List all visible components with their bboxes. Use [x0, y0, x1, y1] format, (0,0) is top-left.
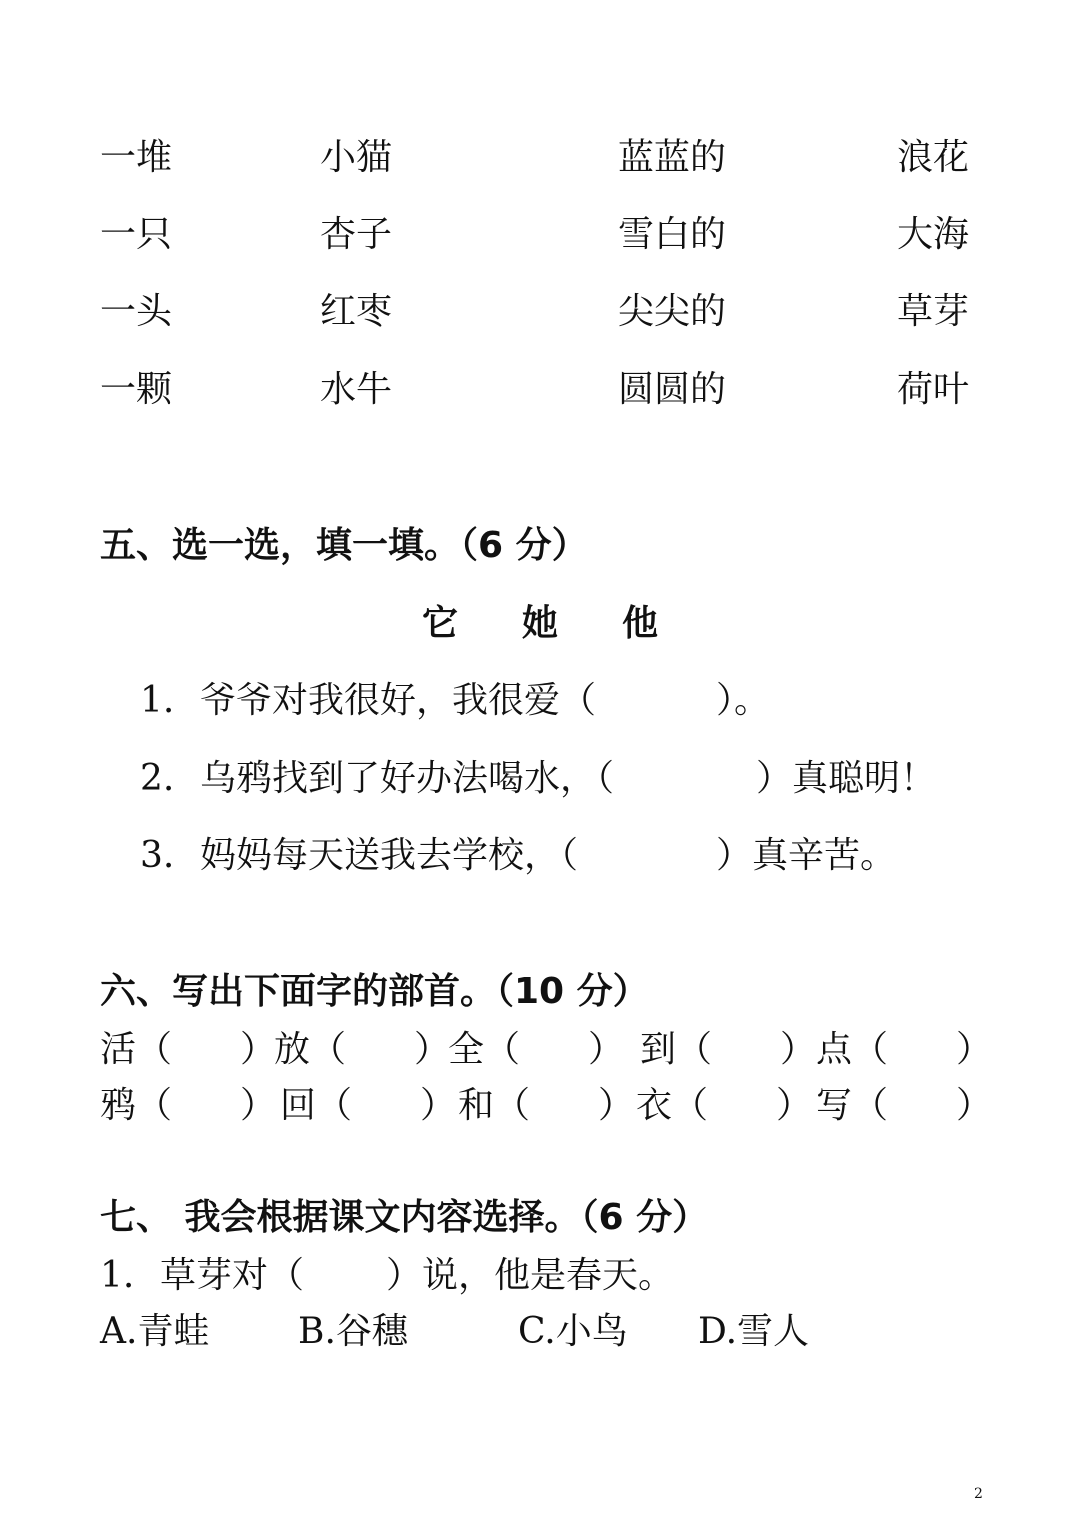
match-cell: 杏子 — [320, 214, 393, 255]
close-paren: ） — [780, 1029, 817, 1070]
radical-char: 活 — [100, 1029, 137, 1070]
question-number: 3. — [140, 835, 175, 876]
option-a: A.青蛙 — [100, 1311, 210, 1352]
question-number: 1. — [100, 1255, 135, 1296]
close-paren: ） — [414, 1029, 451, 1070]
match-cell: 一只 — [100, 214, 173, 255]
open-paren: （ — [310, 1029, 347, 1070]
match-cell: 圆圆的 — [618, 369, 727, 410]
open-paren: （ — [672, 1085, 709, 1126]
radical-char: 和 — [458, 1085, 495, 1126]
close-paren: ） — [776, 1085, 813, 1126]
choice-word: 他 — [622, 603, 659, 644]
radical-char: 到 — [640, 1029, 677, 1070]
question-text-end: ）真聪明！ — [756, 758, 937, 799]
open-paren: （ — [136, 1085, 173, 1126]
option-d: D.雪人 — [698, 1311, 810, 1352]
section5-title: 五、选一选，填一填。（6 分） — [100, 525, 588, 566]
question-text: 妈妈每天送我去学校，（ — [200, 835, 579, 876]
question-text-end: ）真辛苦。 — [716, 835, 897, 876]
match-cell: 小猫 — [320, 137, 393, 178]
open-paren: （ — [136, 1029, 173, 1070]
open-paren: （ — [852, 1029, 889, 1070]
question-number: 2. — [140, 758, 175, 799]
radical-char: 点 — [816, 1029, 853, 1070]
radical-char: 写 — [816, 1085, 853, 1126]
choice-word: 它 — [422, 603, 459, 644]
close-paren: ） — [240, 1085, 277, 1126]
close-paren: ） — [956, 1029, 993, 1070]
close-paren: ） — [588, 1029, 625, 1070]
radical-char: 全 — [448, 1029, 485, 1070]
radical-char: 回 — [280, 1085, 317, 1126]
radical-char: 放 — [274, 1029, 311, 1070]
match-cell: 雪白的 — [618, 214, 727, 255]
question-number: 1. — [140, 680, 175, 721]
match-cell: 蓝蓝的 — [618, 137, 727, 178]
close-paren: ） — [598, 1085, 635, 1126]
match-cell: 一头 — [100, 291, 173, 332]
question-text: 爷爷对我很好，我很爱（ — [200, 680, 597, 721]
option-c: C.小鸟 — [518, 1311, 628, 1352]
open-paren: （ — [852, 1085, 889, 1126]
option-b: B.谷穗 — [298, 1311, 408, 1352]
close-paren: ） — [240, 1029, 277, 1070]
match-cell: 水牛 — [320, 369, 393, 410]
open-paren: （ — [494, 1085, 531, 1126]
question-text-end: ）。 — [716, 680, 771, 721]
page-number: 2 — [974, 1486, 983, 1502]
close-paren: ） — [956, 1085, 993, 1126]
match-cell: 荷叶 — [897, 369, 970, 410]
section7-title: 七、 我会根据课文内容选择。（6 分） — [100, 1197, 709, 1238]
radical-char: 鸦 — [100, 1085, 137, 1126]
choice-word: 她 — [522, 603, 559, 644]
open-paren: （ — [316, 1085, 353, 1126]
match-cell: 一颗 — [100, 369, 173, 410]
match-cell: 红枣 — [320, 291, 393, 332]
open-paren: （ — [484, 1029, 521, 1070]
match-cell: 草芽 — [897, 291, 970, 332]
question-text-end: ）说，他是春天。 — [386, 1255, 675, 1296]
open-paren: （ — [676, 1029, 713, 1070]
match-cell: 大海 — [897, 214, 970, 255]
radical-char: 衣 — [636, 1085, 673, 1126]
question-text: 草芽对（ — [160, 1255, 305, 1296]
match-cell: 一堆 — [100, 137, 173, 178]
section6-title: 六、写出下面字的部首。（10 分） — [100, 971, 649, 1012]
match-cell: 浪花 — [897, 137, 970, 178]
close-paren: ） — [420, 1085, 457, 1126]
question-text: 乌鸦找到了好办法喝水，（ — [200, 758, 615, 799]
match-cell: 尖尖的 — [618, 291, 727, 332]
